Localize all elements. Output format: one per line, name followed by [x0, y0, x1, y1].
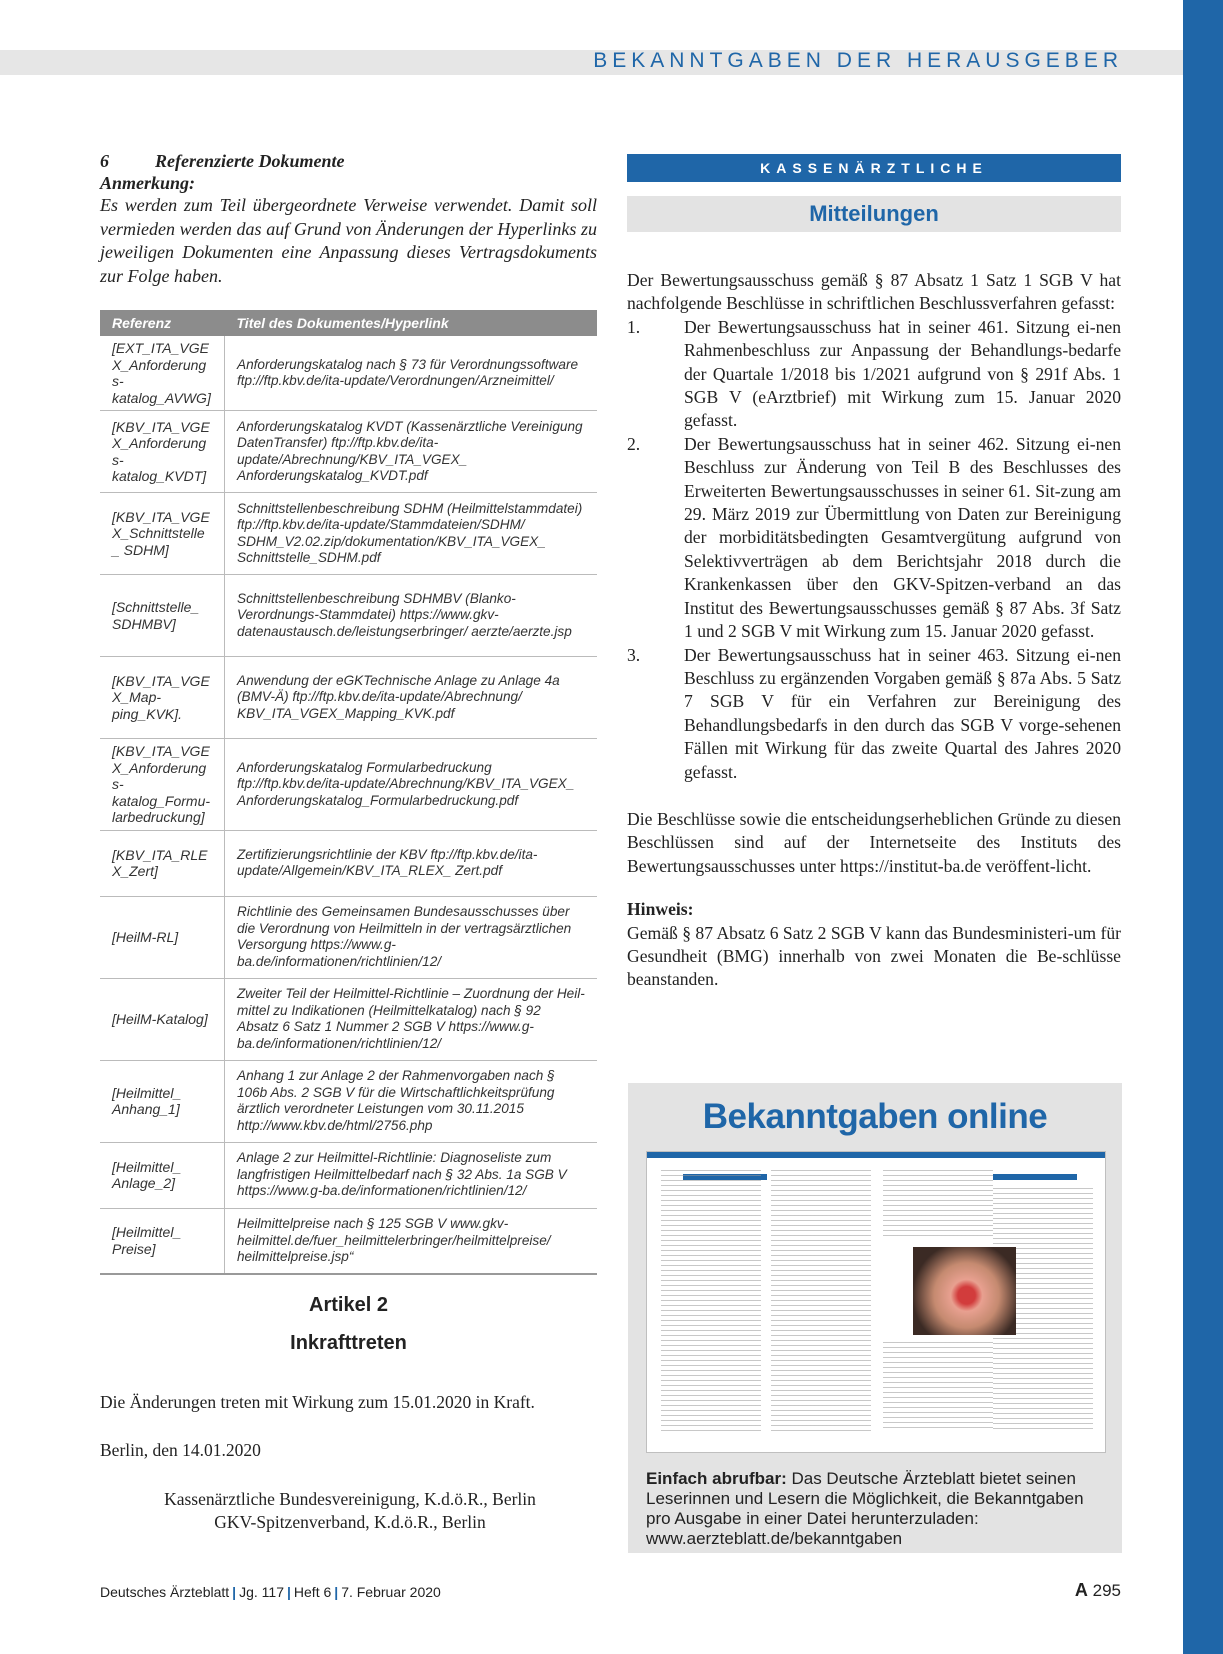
footer-separator: | — [286, 1584, 291, 1600]
footer-issue: Heft 6 — [293, 1584, 332, 1600]
table-row — [100, 493, 597, 575]
footer-separator: | — [232, 1584, 237, 1600]
issue-preview-image — [646, 1151, 1106, 1453]
preview-text-column — [771, 1170, 871, 1432]
reference-cell: [KBV_ITA_VGE X_Map-ping_KVK]. — [100, 657, 225, 739]
table-header-row — [100, 310, 597, 336]
online-box-title: Bekanntgaben online — [702, 1097, 1048, 1136]
preview-text-column — [661, 1170, 761, 1432]
reference-cell: [Schnittstelle_ SDHMBV] — [100, 575, 225, 657]
reference-cell: [Heilmittel_ Anlage_2] — [100, 1142, 225, 1208]
footer-journal: Deutsches Ärzteblatt — [100, 1584, 230, 1600]
preview-photo — [913, 1247, 1016, 1335]
place-date: Berlin, den 14.01.2020 — [100, 1440, 261, 1460]
page-prefix: A — [1074, 1580, 1088, 1600]
footer-date: 7. Februar 2020 — [341, 1584, 441, 1600]
table-row — [100, 575, 597, 657]
reference-cell: [Heilmittel_ Preise] — [100, 1208, 225, 1274]
reference-cell: [KBV_ITA_RLE X_Zert] — [100, 830, 225, 896]
list-item — [627, 316, 1121, 433]
effective-date-text: Die Änderungen treten mit Wirkung zum 15.01.2020 in Kraft. — [100, 1392, 535, 1412]
list-item — [627, 433, 1121, 644]
preview-text-column — [883, 1170, 993, 1240]
table-row — [100, 411, 597, 493]
intro-paragraph: Der Bewertungsausschuss gemäß § 87 Absatz 1 Satz 1 SGB V hat nachfolgende Beschlüsse in schriftlichen Beschlussverfahren gefasst: — [627, 270, 1121, 314]
hint-text: Gemäß § 87 Absatz 6 Satz 2 SGB V kann das Bundesministeri-um für Gesundheit (BMG) innerhalb von zwei Monaten die Be-schlüsse beanstanden. — [627, 922, 1121, 990]
title-cell: Anlage 2 zur Heilmittel-Richtlinie: Diagnoseliste zum langfristigen Heilmittelbedarf nach § 32 Abs. 1a SGB V https://www.g-ba.de/informationen/richtlinien/12/ — [225, 1142, 598, 1208]
title-cell: Zweiter Teil der Heilmittel-Richtlinie – Zuordnung der Heil-mittel zu Indikationen (Heilmittelkatalog) nach § 92 Absatz 6 Satz 1 Nummer 2 SGB V https://www.g-ba.de/informationen/richtlinien/12/ — [225, 978, 598, 1060]
reference-cell: [HeilM-RL] — [100, 896, 225, 978]
title-cell: Anhang 1 zur Anlage 2 der Rahmenvorgaben nach § 106b Abs. 2 SGB V für die Wirtschaftlichkeitsprüfung ärztlich verordneter Leistungen vom 30.11.2015 http://www.kbv.de/html/2756.php — [225, 1060, 598, 1142]
reference-cell: [KBV_ITA_VGE X_Schnittstelle_ SDHM] — [100, 493, 225, 575]
list-number: 3. — [627, 644, 641, 665]
preview-header-bar — [647, 1152, 1105, 1158]
reference-cell: [Heilmittel_ Anhang_1] — [100, 1060, 225, 1142]
online-box-lead: Einfach abrufbar: — [646, 1469, 787, 1488]
list-item — [627, 644, 1121, 784]
title-cell: Zertifizierungsrichtlinie der KBV ftp://ftp.kbv.de/ita-update/Allgemein/KBV_ITA_RLEX_ Zert.pdf — [225, 830, 598, 896]
header-title: BEKANNTGABEN DER HERAUSGEBER — [593, 49, 1123, 72]
section-title: Referenzierte Dokumente — [155, 151, 345, 171]
reference-cell: [KBV_ITA_VGE X_Anforderungs-katalog_KVDT] — [100, 411, 225, 493]
mitteilungen-heading: Mitteilungen — [627, 196, 1121, 232]
table-row — [100, 830, 597, 896]
list-text: Der Bewertungsausschuss hat in seiner 462. Sitzung ei-nen Beschluss zur Änderung von Teil B des Beschlusses des Erweiterten Bewertungsausschusses in seiner 61. Sit-zung am 29. März 2019 zur Übermittlung von Daten zur Bereinigung der morbiditätsbedingten Gesamtvergütung aufgrund von Selektivverträgen ab dem Berichtsjahr 2018 durch die Krankenkassen über den GKV-Spitzen-verband an das Institut des Bewertungsausschusses gemäß § 87 Abs. 3f Satz 1 und 2 SGB V mit Wirkung zum 15. Januar 2020 gefasst. — [684, 433, 1121, 642]
resolution-list — [627, 316, 1121, 784]
table-row — [100, 978, 597, 1060]
hint-label: Hinweis: — [627, 899, 694, 920]
signatory-kbv: Kassenärztliche Bundesvereinigung, K.d.ö.R., Berlin — [164, 1489, 536, 1509]
online-box — [628, 1083, 1122, 1553]
table-row — [100, 896, 597, 978]
organization-bar: KASSENÄRZTLICHE — [627, 154, 1121, 182]
footer-volume: Jg. 117 — [239, 1584, 284, 1600]
reference-cell: [EXT_ITA_VGE X_Anforderungs-katalog_AVWG] — [100, 336, 225, 411]
reference-cell: [HeilM-Katalog] — [100, 978, 225, 1060]
list-text: Der Bewertungsausschuss hat in seiner 463. Sitzung ei-nen Beschluss zu ergänzenden Vorgaben gemäß § 87a Abs. 5 Satz 7 SGB V für ein Verfahren zur Bereinigung des Behandlungsbedarfs in den durch das SGB V vorge-sehenen Fällen mit Wirkung für das zweite Quartal des Jahres 2020 gefasst. — [684, 644, 1121, 782]
preview-text-column — [883, 1342, 993, 1432]
remark-text: Es werden zum Teil übergeordnete Verweise verwendet. Damit soll vermieden werden das auf Grund von Änderungen der Hyperlinks zu jeweiligen Dokumenten eine Anpassung dieses Vertragsdokuments zur Folge haben. — [100, 195, 597, 286]
title-cell: Anwendung der eGKTechnische Anlage zu Anlage 4a (BMV-Ä) ftp://ftp.kbv.de/ita-update/Abrechnung/ KBV_ITA_VGEX_Mapping_KVK.pdf — [225, 657, 598, 739]
table-row — [100, 1142, 597, 1208]
title-cell: Schnittstellenbeschreibung SDHM (Heilmittelstammdatei) ftp://ftp.kbv.de/ita-update/Stammdateien/SDHM/ SDHM_V2.02.zip/dokumentation/KBV_ITA_VGEX_ Schnittstelle_SDHM.pdf — [225, 493, 598, 575]
page-number-value: 295 — [1092, 1581, 1121, 1600]
page-number — [1075, 1580, 1121, 1601]
list-text: Der Bewertungsausschuss hat in seiner 461. Sitzung ei-nen Rahmenbeschluss zur Anpassung der Behandlungs-bedarfe der Quartale 1/2018 bis 1/2021 aufgrund von § 291f Abs. 1 SGB V (eArztbrief) mit Wirkung zum 15. Januar 2020 gefasst. — [684, 316, 1121, 431]
title-cell: Anforderungskatalog KVDT (Kassenärztliche Vereinigung DatenTransfer) ftp://ftp.kbv.de/ita-update/Abrechnung/KBV_ITA_VGEX_ Anforderungskatalog_KVDT.pdf — [225, 411, 598, 493]
title-cell: Anforderungskatalog nach § 73 für Verordnungssoftware ftp://ftp.kbv.de/ita-update/Verordnungen/Arzneimittel/ — [225, 336, 598, 411]
title-cell: Schnittstellenbeschreibung SDHMBV (Blanko-Verordnungs-Stammdatei) https://www.gkv-datenaustausch.de/leistungserbringer/ aerzte/aerzte.jsp — [225, 575, 598, 657]
footer-separator: | — [334, 1584, 339, 1600]
section-heading — [100, 150, 597, 172]
table-row — [100, 739, 597, 831]
column-header-title: Titel des Dokumentes/Hyperlink — [225, 310, 598, 336]
column-header-reference: Referenz — [100, 310, 225, 336]
online-box-text — [646, 1469, 1106, 1549]
right-column — [627, 269, 1121, 992]
left-column — [100, 150, 597, 288]
article-subtitle: Inkrafttreten — [290, 1332, 407, 1354]
list-number: 2. — [627, 433, 641, 454]
footer-citation — [100, 1584, 441, 1600]
reference-cell: [KBV_ITA_VGE X_Anforderungs-katalog_Formu-larbedruckung] — [100, 739, 225, 831]
preview-box-header — [993, 1174, 1077, 1180]
section-number: 6 — [100, 151, 109, 171]
signatory-gkv: GKV-Spitzenverband, K.d.ö.R., Berlin — [214, 1512, 486, 1532]
list-number: 1. — [627, 316, 641, 337]
table-row — [100, 336, 597, 411]
title-cell: Anforderungskatalog Formularbedruckung ftp://ftp.kbv.de/ita-update/Abrechnung/KBV_ITA_VGEX_ Anforderungskatalog_Formularbedruckung.pdf — [225, 739, 598, 831]
title-cell: Richtlinie des Gemeinsamen Bundesausschusses über die Verordnung von Heilmitteln in der vertragsärztlichen Versorgung https://www.g-ba.de/informationen/richtlinien/12/ — [225, 896, 598, 978]
article-title: Artikel 2 — [309, 1294, 388, 1316]
outro-paragraph: Die Beschlüsse sowie die entscheidungserheblichen Gründe zu diesen Beschlüssen sind auf der Internetseite des Instituts des Bewertungsausschusses unter https://institut-ba.de veröffent-licht. — [627, 808, 1121, 876]
blue-sidebar — [1183, 0, 1223, 1654]
table-row — [100, 1060, 597, 1142]
online-box-body: Das Deutsche Ärzteblatt bietet seinen Leserinnen und Lesern die Möglichkeit, die Bekanntgaben pro Ausgabe in einer Datei herunterzuladen: www.aerzteblatt.de/bekanntgaben — [646, 1469, 1084, 1548]
table-row — [100, 657, 597, 739]
reference-table — [100, 310, 597, 1275]
title-cell: Heilmittelpreise nach § 125 SGB V www.gkv-heilmittel.de/fuer_heilmittelerbringer/heilmittelpreise/ heilmittelpreise.jsp“ — [225, 1208, 598, 1274]
remark-label: Anmerkung: — [100, 173, 196, 193]
table-row — [100, 1208, 597, 1274]
